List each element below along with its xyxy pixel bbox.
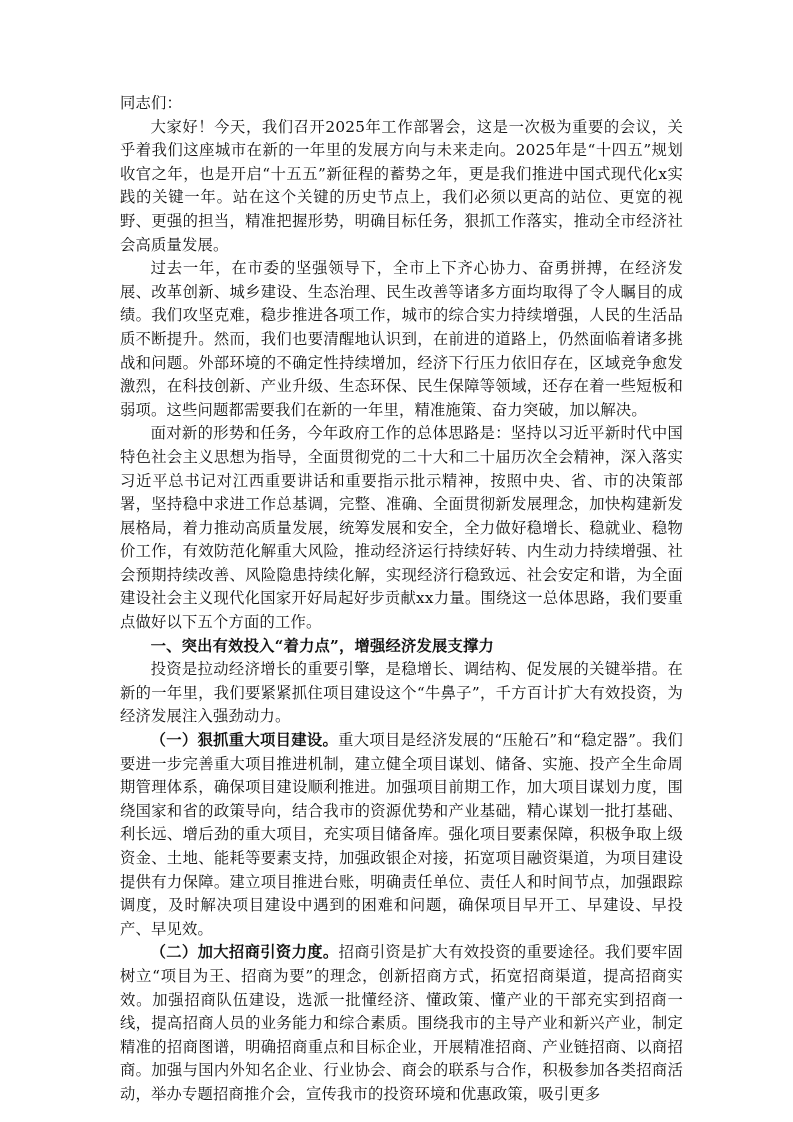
subsection-title: （一）狠抓重大项目建设。 (150, 731, 339, 750)
section-intro: 投资是拉动经济增长的重要引擎，是稳增长、调结构、促发展的关键举措。在新的一年里，我们要紧紧抓住项目建设这个“牛鼻子”，千方百计扩大有效投资，为经济发展注入强劲动力。 (120, 660, 683, 726)
section-heading: 一、突出有效投入“着力点”，增强经济发展支撑力 (150, 636, 495, 655)
subsection-major-projects (120, 729, 683, 941)
paragraph-opening: 大家好！今天，我们召开2025年工作部署会，这是一次极为重要的会议，关乎着我们这座城市在新的一年里的发展方向与未来走向。2025年是“十四五”规划收官之年，也是开启“十五五”新征程的蓄势之年，更是我们推进中国式现代化x实践的关键一年。站在这个关键的历史节点上，我们必须以更高的站位、更宽的视野、更强的担当，精准把握形势，明确目标任务，狠抓工作落实，推动全市经济社会高质量发展。 (120, 117, 683, 254)
salutation: 同志们： (120, 94, 182, 112)
subsection-investment-attraction (120, 941, 683, 1106)
subsection-body: 重大项目是经济发展的“压舱石”和“稳定器”。我们要进一步完善重大项目推进机制，建立健全项目谋划、储备、实施、投产全生命周期管理体系，确保项目建设顺利推进。加强项目前期工作，加大项目谋划力度，围绕国家和省的政策导向，结合我市的资源优势和产业基础，精心谋划一批打基础、利长远、增后劲的重大项目，充实项目储备库。强化项目要素保障，积极争取上级资金、土地、能耗等要素支持，加强政银企对接，拓宽项目融资渠道，为项目建设提供有力保障。建立项目推进台账，明确责任单位、责任人和时间节点，加强跟踪调度，及时解决项目建设中遇到的困难和问题，确保项目早开工、早建设、早投产、早见效。 (120, 731, 683, 938)
document-body (120, 92, 683, 1107)
paragraph-overall-plan: 面对新的形势和任务，今年政府工作的总体思路是：坚持以习近平新时代中国特色社会主义思想为指导，全面贯彻党的二十大和二十届历次全会精神，深入落实习近平总书记对江西重要讲话和重要指示批示精神，按照中央、省、市的决策部署，坚持稳中求进工作总基调，完整、准确、全面贯彻新发展理念，加快构建新发展格局，着力推动高质量发展，统筹发展和安全，全力做好稳增长、稳就业、稳物价工作，有效防范化解重大风险，推动经济运行持续好转、内生动力持续增强、社会预期持续改善、风险隐患持续化解，实现经济行稳致远、社会安定和谐，为全面建设社会主义现代化国家开好局起好步贡献xx力量。围绕这一总体思路，我们要重点做好以下五个方面的工作。 (120, 424, 683, 632)
subsection-body: 招商引资是扩大有效投资的重要途径。我们要牢固树立“项目为王、招商为要”的理念，创新招商方式，拓宽招商渠道，提高招商实效。加强招商队伍建设，选派一批懂经济、懂政策、懂产业的干部充实到招商一线，提高招商人员的业务能力和综合素质。围绕我市的主导产业和新兴产业，制定精准的招商图谱，明确招商重点和目标企业，开展精准招商、产业链招商、以商招商。加强与国内外知名企业、行业协会、商会的联系与合作，积极参加各类招商活动，举办专题招商推介会，宣传我市的投资环境和优惠政策，吸引更多 (120, 943, 683, 1103)
subsection-title: （二）加大招商引资力度。 (150, 943, 339, 962)
paragraph-review: 过去一年，在市委的坚强领导下，全市上下齐心协力、奋勇拼搏，在经济发展、改革创新、城乡建设、生态治理、民生改善等诸多方面均取得了令人瞩目的成绩。我们攻坚克难，稳步推进各项工作，城市的综合实力持续增强，人民的生活品质不断提升。然而，我们也要清醒地认识到，在前进的道路上，仍然面临着诸多挑战和问题。外部环境的不确定性持续增加，经济下行压力依旧存在，区域竞争愈发激烈，在科技创新、产业升级、生态环保、民生保障等领域，还存在着一些短板和弱项。这些问题都需要我们在新的一年里，精准施策、奋力突破，加以解决。 (120, 259, 683, 419)
